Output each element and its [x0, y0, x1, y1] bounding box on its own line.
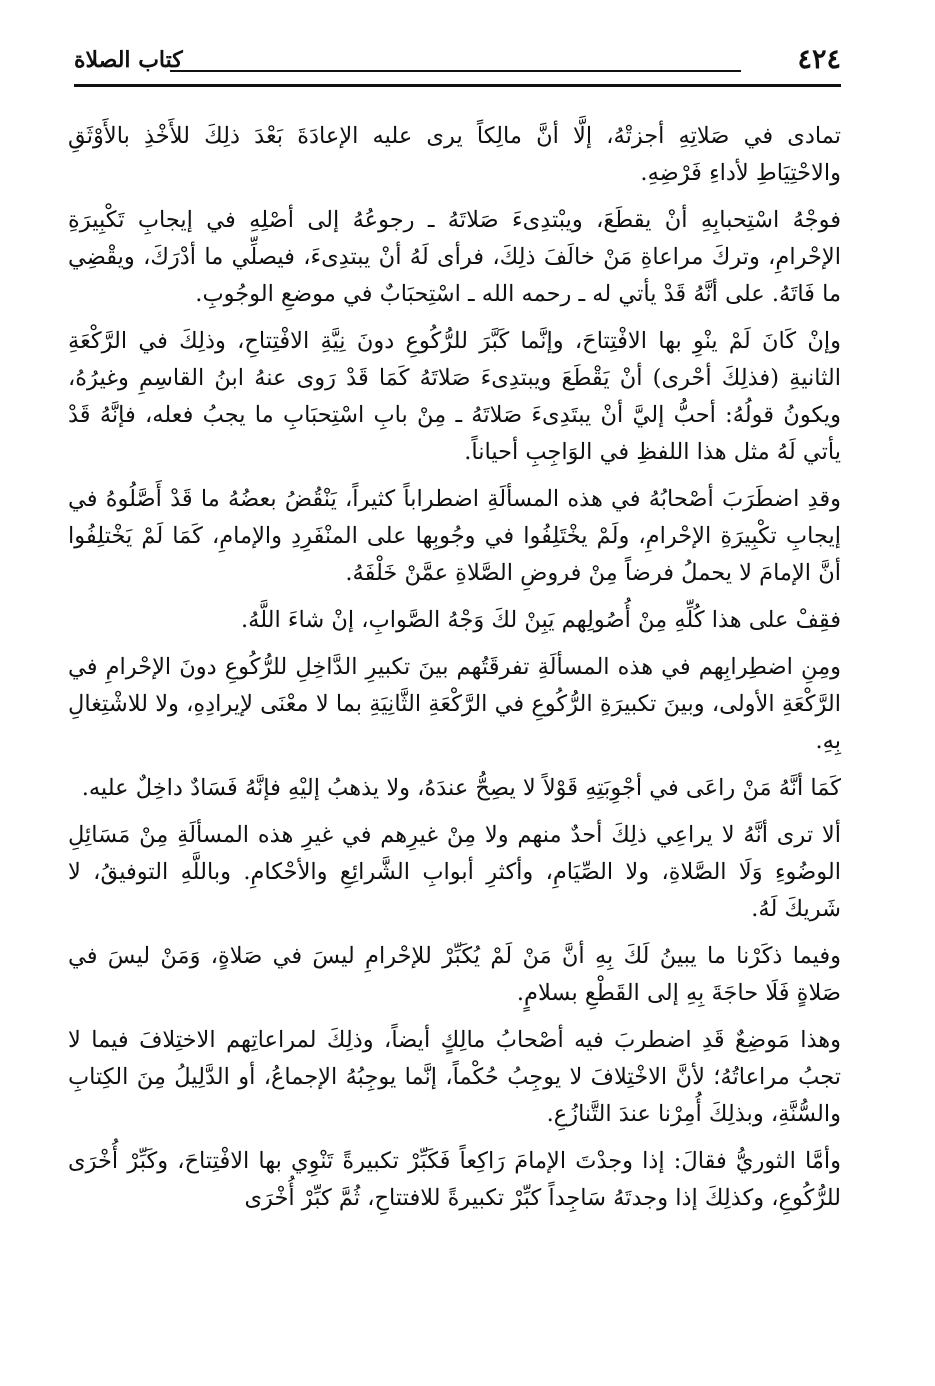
paragraph: وهذا مَوضِعٌ قَدِ اضطربَ فيه أصْحابُ مالِكٍ أيضاً، وذلِكَ لمراعاتِهم الاختِلافَ فيما لا تجبُ مراعاتُهُ؛ لأنَّ الاخْتِلافَ لا يوجِبُ حُكْماً، إنَّما يوجِبُهُ الإجماعُ، أو الدَّلِيلُ مِنَ الكِتابِ والسُّنَّةِ، وبذلِكَ أُمِرْنا عندَ التَّنازُعِ.: [68, 1027, 841, 1127]
running-title: كتاب الصلاة: [74, 47, 183, 73]
paragraph: وإنْ كَانَ لَمْ ينْوِ بها الافْتِتاحَ، وإنَّما كَبَّرَ للرُّكُوعِ دونَ نِيَّةِ الافْتِتاحِ، وذلِكَ في الرَّكْعَةِ الثانيةِ (فذلِكَ أحْرى) أنْ يَقْطَعَ ويبتدِىءَ صَلاتَهُ كَمَا قَدْ رَوى عنهُ ابنُ القاسِمِ وغيرُهُ، ويكونُ قولُهُ: أحبُّ إليَّ أنْ يبتَدِىءَ صَلاتَهُ ـ مِنْ بابِ اسْتِحبَابِ ما يجبُ فعله، فإنَّهُ قَدْ يأتي لَهُ مثل هذا اللفظِ في الوَاجِبِ أحياناً.: [68, 328, 841, 465]
header-title-rule: [170, 70, 741, 72]
header-divider: [74, 84, 841, 87]
body-text: [68, 118, 841, 1227]
paragraph: فقِفْ على هذا كُلِّهِ مِنْ أُصُولِهم يَبِنْ لكَ وَجْهُ الصَّوابِ، إنْ شاءَ اللَّهُ.: [241, 607, 841, 633]
paragraph: كَمَا أنَّهُ مَنْ راعَى في أجْوِبَتِهِ قَوْلاً لا يصِحُّ عندَهُ، ولا يذهبُ إليْهِ فإنَّهُ فَسَادٌ داخِلٌ عليه.: [81, 775, 841, 801]
page-number: ٤٢٤: [797, 44, 841, 75]
paragraph: وقدِ اضطَرَبَ أصْحابُهُ في هذه المسألَةِ اضطراباً كثيراً، يَنْقُضُ بعضُهُ ما قَدْ أَصَّلُوهُ في إيجابِ تكْبِيرَةِ الإحْرامِ، ولَمْ يخْتَلِفُوا في وجُوبِها على المنْفَرِدِ والإمامِ، كَمَا لَمْ يَخْتلِفُوا أنَّ الإمامَ لا يحملُ فرضاً مِنْ فروضِ الصَّلاةِ عمَّنْ خَلْفَهُ.: [68, 486, 841, 586]
paragraph: تمادى في صَلاتِهِ أجزتْهُ، إلَّا أنَّ مالِكاً يرى عليه الإعادَةَ بَعْدَ ذلِكَ للأَخْذِ بالأَوْثَقِ والاحْتِيَاطِ لأداءِ فَرْضِهِ.: [68, 123, 841, 186]
paragraph: وأمَّا الثوريُّ فقالَ: إذا وجدْتَ الإمامَ رَاكِعاً فَكَبِّرْ تكبيرةً تَنْوِي بها الافْتِتاحَ، وكَبِّرْ أُخْرَى للرُّكُوعِ، وكذلِكَ إذا وجدتَهُ سَاجِداً كبِّرْ تكبيرةً للافتتاحِ، ثُمَّ كبِّرْ أُخْرَى: [68, 1148, 841, 1211]
paragraph: وفيما ذكَرْنا ما يبينُ لَكَ بِهِ أنَّ مَنْ لَمْ يُكَبِّرْ للإحْرامِ ليسَ في صَلاةٍ، وَمَنْ ليسَ في صَلاةٍ فَلَا حاجَةَ بِهِ إلى القَطْعِ بسلامٍ.: [68, 943, 841, 1006]
paragraph: فوجْهُ اسْتِحبابِهِ أنْ يقطَعَ، ويبْتدِىءَ صَلاتَهُ ـ رجوعُهُ إلى أصْلِهِ في إيجابِ تَكْبِيرَةِ الإحْرامِ، وتركَ مراعاةِ مَنْ خالَفَ ذلِكَ، فرأى لَهُ أنْ يبتدِىءَ، فيصلِّي ما أدْرَكَ، ويقْضِي ما فَاتَهُ. على أنَّهُ قَدْ يأتي له ـ رحمه الله ـ اسْتِحبَابٌ في موضعِ الوجُوبِ.: [68, 207, 841, 307]
paragraph: ألا ترى أنَّهُ لا يراعِي ذلِكَ أحدٌ منهم ولا مِنْ غيرِهم في غيرِ هذه المسألَةِ مِنْ مَسَائِلِ الوضُوءِ وَلَا الصَّلاةِ، ولا الصِّيَامِ، وأكثرِ أبوابِ الشَّرائِعِ والأحْكامِ. وباللَّهِ التوفيقُ، لا شَريكَ لَهُ.: [68, 822, 841, 922]
paragraph: ومِنِ اضطِرابِهم في هذه المسألَةِ تفرقَتُهم بينَ تكبيرِ الدَّاخِلِ للرُّكُوعِ دونَ الإحْرامِ في الرَّكْعَةِ الأولى، وبينَ تكبيرَةِ الرُّكُوعِ في الرَّكْعَةِ الثَّانِيَةِ بما لا معْنَى لإيرادِهِ، ولا للاشْتِغالِ بِهِ.: [68, 654, 841, 754]
page-header: [74, 40, 841, 84]
